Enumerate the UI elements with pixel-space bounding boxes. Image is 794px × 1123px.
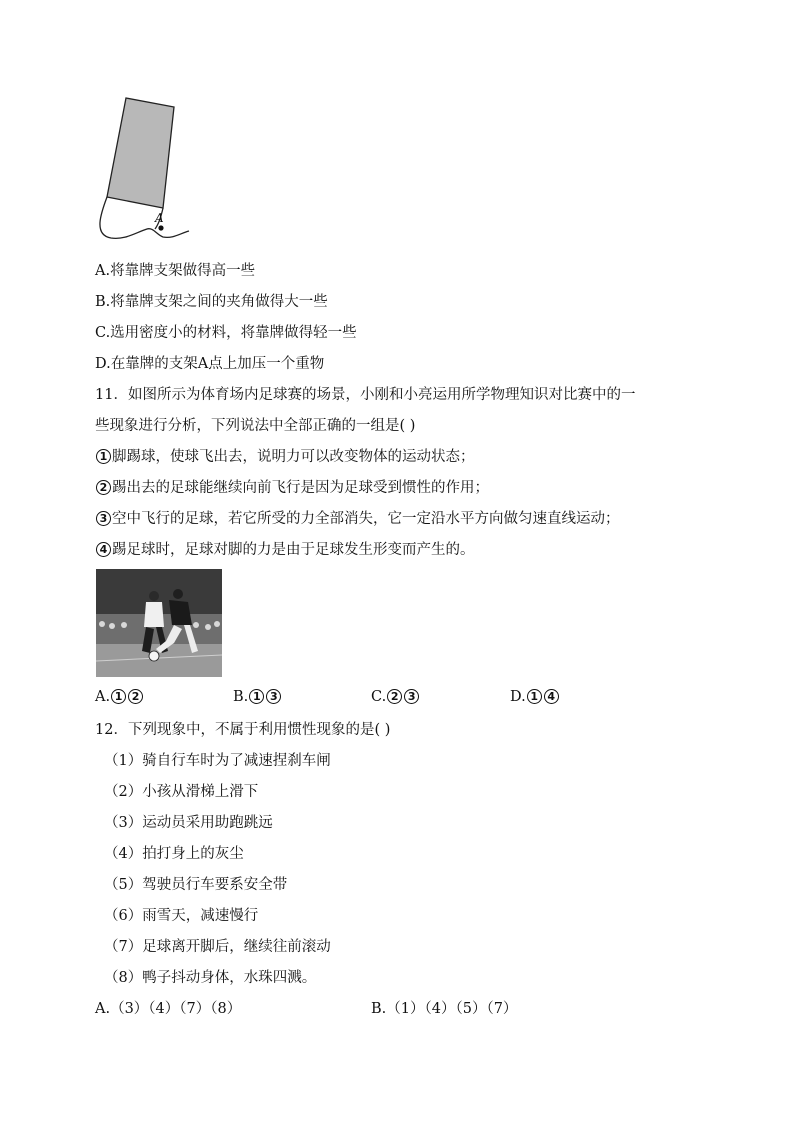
q12-item-8: （8）鸭子抖动身体，水珠四溅。: [104, 970, 317, 986]
q12-item-2: （2）小孩从滑梯上滑下: [104, 784, 259, 800]
q12-stem: 12．下列现象中，不属于利用惯性现象的是( ): [95, 722, 391, 738]
circled-number: 2: [387, 689, 402, 704]
q12-item-6: （6）雨雪天，减速慢行: [104, 908, 259, 924]
q12-item-1: （1）骑自行车时为了减速捏刹车闸: [104, 753, 331, 769]
statement-text: 踢出去的足球能继续向前飞行是因为足球受到惯性的作用；: [112, 480, 489, 496]
statement-text: 踢足球时，足球对脚的力是由于足球发生形变而产生的。: [112, 542, 475, 558]
point-a-dot: [158, 225, 163, 230]
q11-statement-3: [95, 507, 620, 528]
circled-number: 3: [96, 511, 111, 526]
q12-option-b: B.（1）（4）（5）（7）: [371, 1001, 518, 1017]
sign-board: [107, 98, 174, 208]
soccer-match-photo: [96, 569, 222, 677]
q11-option-a: A. 1 2: [95, 689, 144, 705]
q10-option-a: A.将靠牌支架做得高一些: [95, 263, 256, 279]
circled-number: 1: [527, 689, 542, 704]
circled-number: 1: [249, 689, 264, 704]
q11-statement-1: [95, 445, 475, 466]
q10-option-c: C.选用密度小的材料，将靠牌做得轻一些: [95, 325, 357, 341]
q12-item-4: （4）拍打身上的灰尘: [104, 846, 244, 862]
circled-number: 1: [96, 449, 111, 464]
q12-option-a: A.（3）（4）（7）（8）: [95, 1001, 242, 1017]
q11-option-b: B. 1 3: [233, 689, 282, 705]
statement-text: 空中飞行的足球，若它所受的力全部消失，它一定沿水平方向做匀速直线运动；: [112, 511, 620, 527]
q11-option-c: C. 2 3: [371, 689, 420, 705]
circled-number: 4: [96, 542, 111, 557]
circled-number: 3: [404, 689, 419, 704]
circled-number: 2: [96, 480, 111, 495]
q12-item-7: （7）足球离开脚后，继续往前滚动: [104, 939, 331, 955]
q11-statement-2: [95, 476, 489, 497]
q10-option-d: D.在靠牌的支架A点上加压一个重物: [95, 356, 325, 372]
q11-stem-line1: 11．如图所示为体育场内足球赛的场景，小刚和小亮运用所学物理知识对比赛中的一: [95, 387, 636, 403]
photo-soccer-ball: [149, 651, 159, 661]
q12-item-5: （5）驾驶员行车要系安全带: [104, 877, 288, 893]
circled-number: 1: [111, 689, 126, 704]
statement-text: 脚踢球，使球飞出去，说明力可以改变物体的运动状态；: [112, 449, 475, 465]
circled-number: 4: [544, 689, 559, 704]
q10-option-b: B.将靠牌支架之间的夹角做得大一些: [95, 294, 328, 310]
sign-support-figure: [95, 95, 195, 250]
q12-item-3: （3）运动员采用助跑跳远: [104, 815, 273, 831]
point-a-label: A: [155, 211, 164, 225]
circled-number: 3: [266, 689, 281, 704]
q11-option-d: D. 1 4: [510, 689, 560, 705]
circled-number: 2: [128, 689, 143, 704]
q11-stem-line2: 些现象进行分析，下列说法中全部正确的一组是( ): [95, 418, 416, 434]
q11-statement-4: [95, 538, 475, 559]
